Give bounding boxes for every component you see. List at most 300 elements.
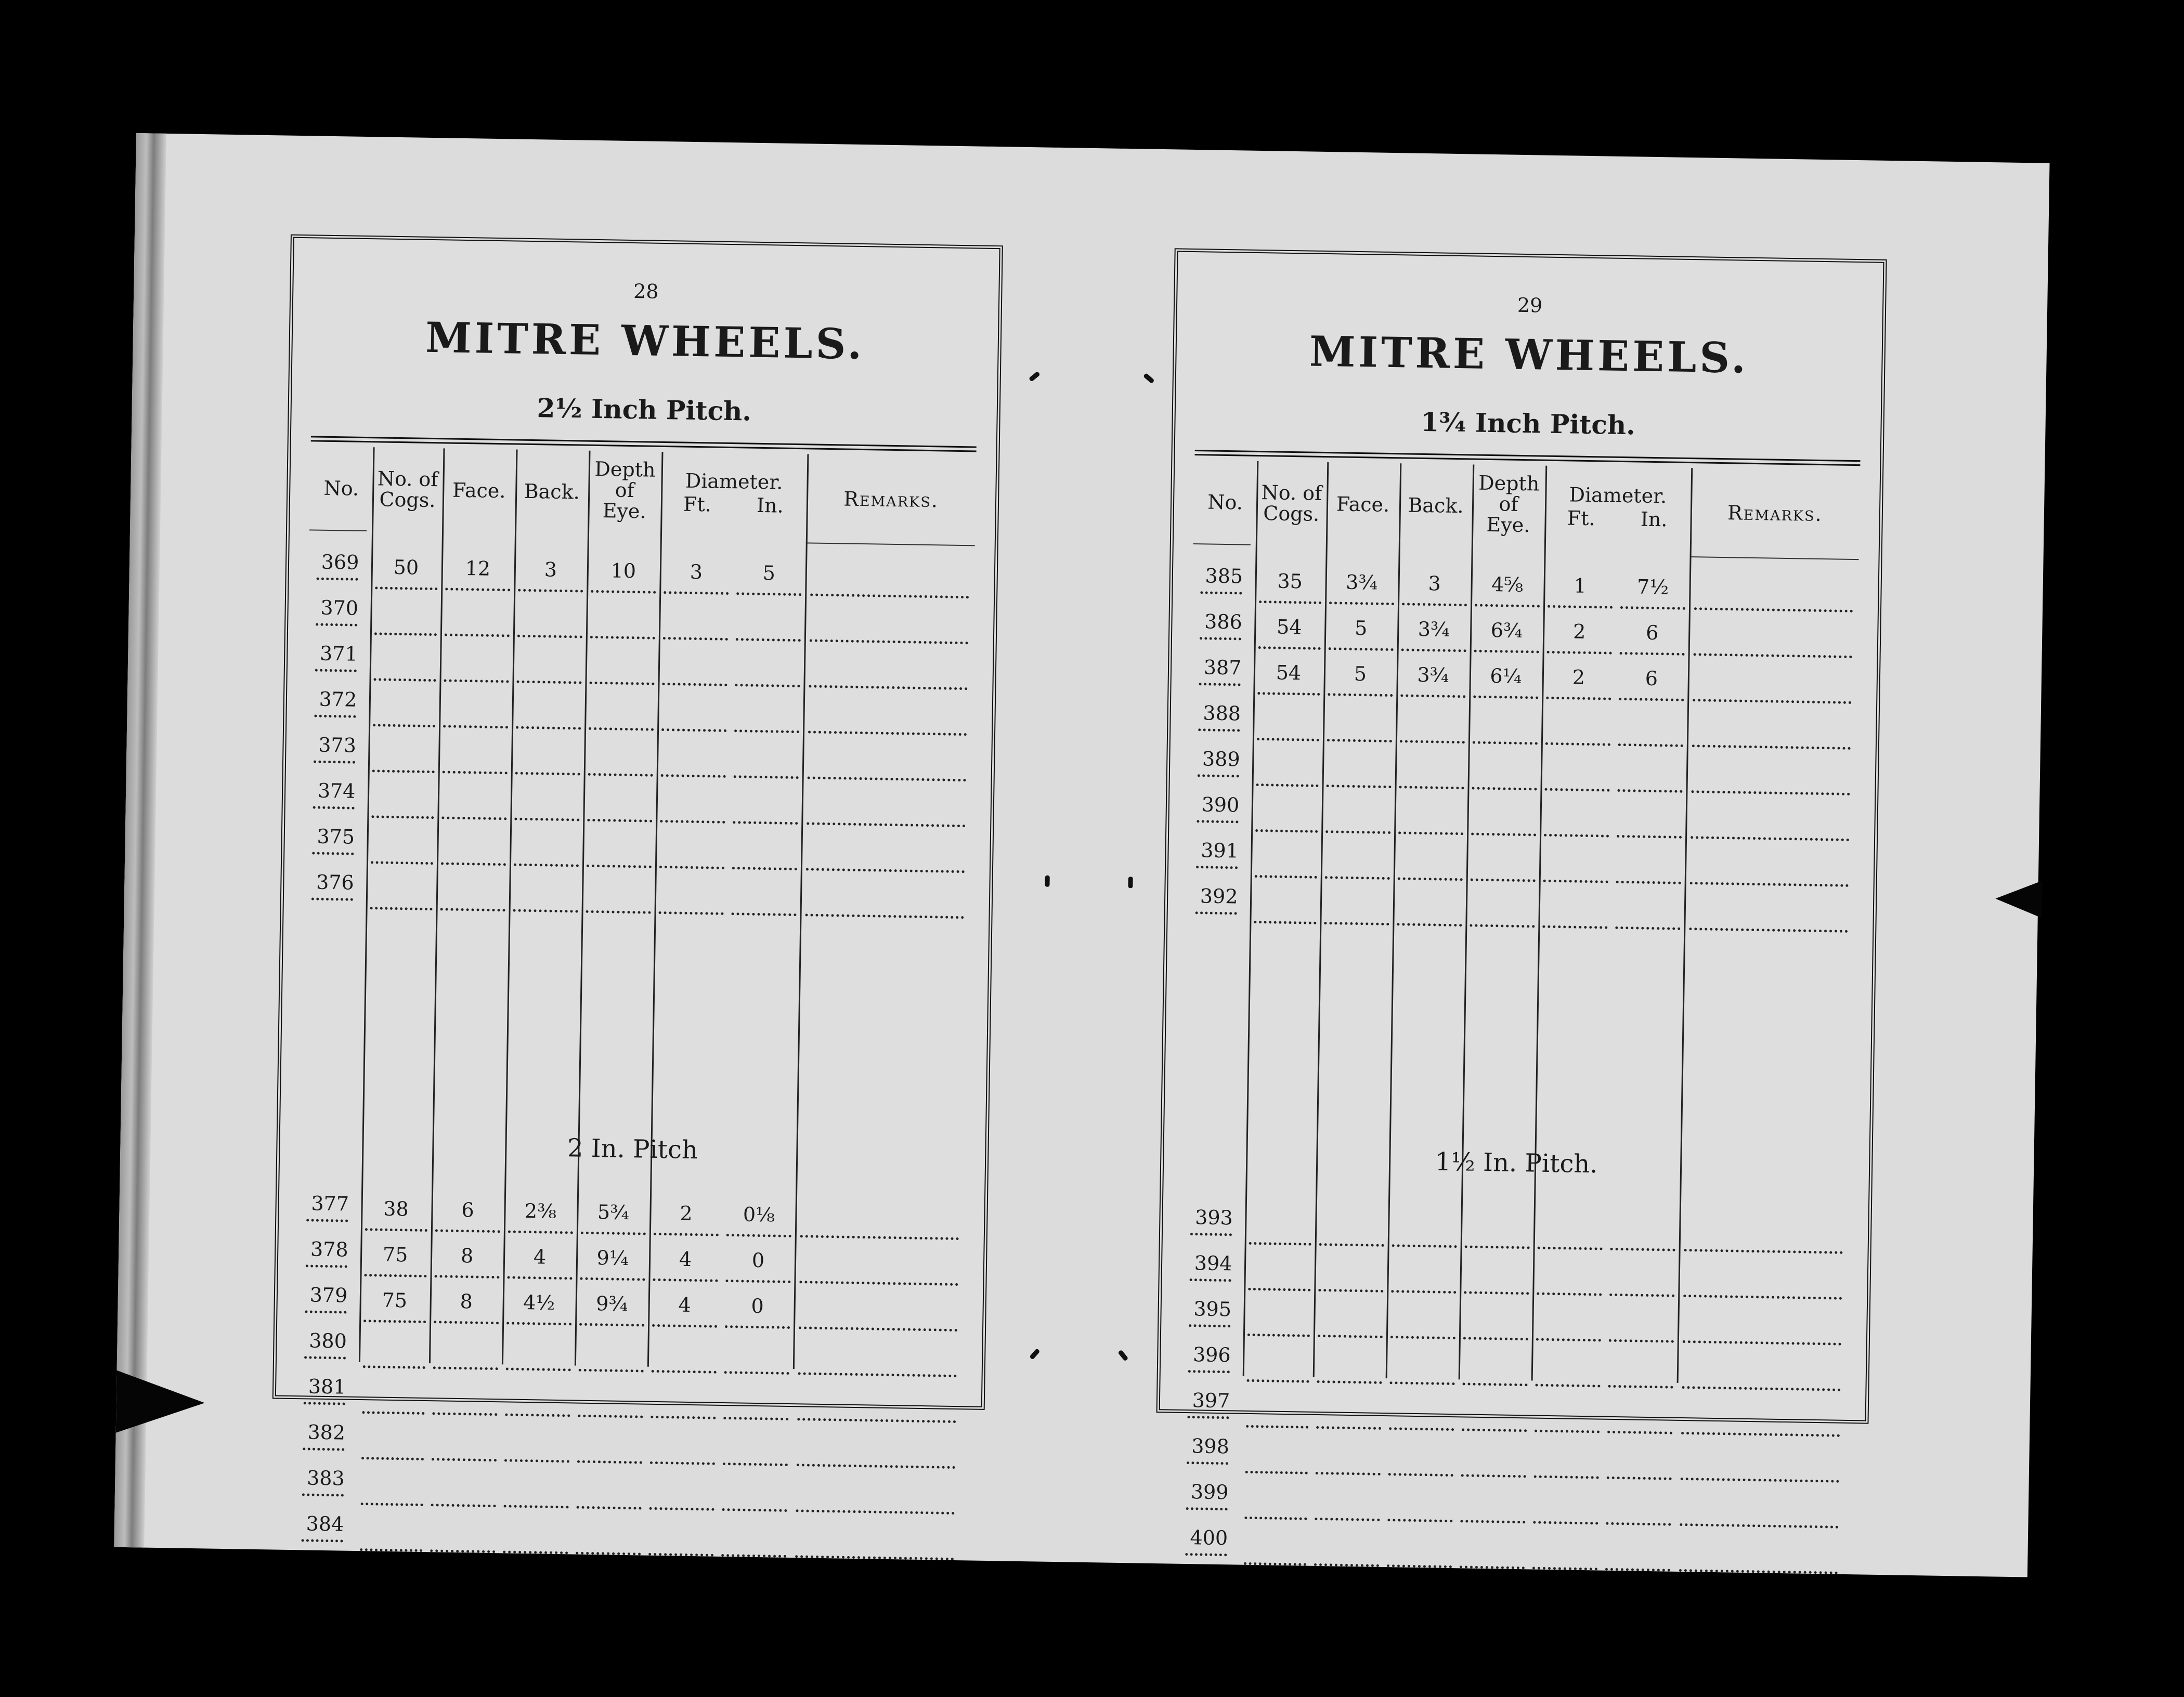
row-leader <box>505 1413 570 1417</box>
row-leader <box>652 1324 717 1328</box>
cell-face <box>1331 753 1388 754</box>
row-leader <box>311 897 353 900</box>
row-number: 394 <box>1194 1251 1232 1275</box>
row-leader <box>1189 1324 1230 1327</box>
row-leader <box>503 1550 568 1554</box>
header-diameter <box>1545 484 1691 507</box>
column-divider <box>1531 466 1548 1381</box>
cell-face <box>1322 1258 1380 1259</box>
row-leader <box>1471 832 1536 836</box>
cell-ft <box>1540 1307 1597 1308</box>
row-leader <box>1465 1245 1530 1249</box>
cell-face <box>436 1381 493 1382</box>
cell-cogs <box>1246 1531 1304 1532</box>
header-depth <box>1472 472 1545 536</box>
cell-cogs <box>364 1426 421 1427</box>
row-leader <box>579 1369 644 1373</box>
header-cogs <box>1256 482 1327 525</box>
row-leader <box>664 591 729 595</box>
row-leader <box>434 1321 499 1324</box>
cell-ft <box>655 1385 712 1386</box>
binder-clip-right <box>1995 880 2043 918</box>
row-leader <box>1681 1432 1840 1437</box>
cell-ft <box>1541 1261 1598 1262</box>
row-leader <box>659 866 724 869</box>
row-leader <box>1542 925 1607 929</box>
row-leader <box>314 715 356 718</box>
cell-face: 8 <box>460 1290 473 1313</box>
cell-face <box>1328 891 1385 892</box>
row-number: 395 <box>1193 1297 1232 1321</box>
row-number: 398 <box>1191 1434 1230 1458</box>
header-cogs-text: Cogs. <box>379 488 436 512</box>
header-underline <box>806 542 975 546</box>
row-leader <box>800 1235 959 1240</box>
cell-cogs: 75 <box>382 1288 408 1312</box>
cell-depth <box>582 1383 639 1385</box>
row-leader <box>1259 601 1321 604</box>
cell-cogs <box>377 601 434 602</box>
column-divider <box>1243 461 1259 1376</box>
scan-mark <box>1117 1350 1128 1362</box>
cell-face <box>1323 1212 1381 1213</box>
row-leader <box>1190 1233 1232 1236</box>
cell-ft <box>666 697 723 698</box>
row-leader <box>508 1230 573 1234</box>
row-leader <box>1680 1523 1838 1529</box>
row-leader <box>663 637 728 641</box>
sub-pitch-heading: 1½ In. Pitch. <box>1435 1147 1598 1179</box>
row-leader <box>1535 1430 1600 1433</box>
row-leader <box>1544 834 1609 838</box>
row-leader <box>725 1280 790 1283</box>
cell-face: 5 <box>1354 662 1367 686</box>
cell-depth: 6¼ <box>1490 664 1522 688</box>
row-leader <box>651 1416 716 1419</box>
row-leader <box>1387 1564 1452 1568</box>
row-leader <box>581 1232 646 1235</box>
cell-in <box>1611 1400 1669 1401</box>
page-title: MITRE WHEELS. <box>1309 327 1749 383</box>
row-leader <box>652 1370 717 1374</box>
row-leader <box>722 1508 787 1512</box>
cell-depth: 9¾ <box>595 1292 628 1316</box>
row-leader <box>653 1278 718 1282</box>
cell-in <box>738 698 796 699</box>
cell-back <box>1404 709 1461 710</box>
row-leader <box>649 1507 714 1511</box>
header-depth-text: Depth <box>1478 471 1540 495</box>
row-leader <box>1533 1521 1598 1525</box>
cell-face <box>446 786 503 787</box>
row-leader <box>1245 1471 1308 1474</box>
cell-back: 2⅜ <box>524 1199 557 1223</box>
cell-depth: 5¾ <box>597 1200 630 1224</box>
cell-ft: 2 <box>1572 665 1585 689</box>
row-leader <box>1391 1290 1456 1294</box>
row-leader <box>1532 1567 1597 1571</box>
row-leader <box>1256 784 1319 787</box>
header-remarks <box>807 488 976 511</box>
cell-ft <box>667 606 724 607</box>
cell-in: 0 <box>751 1248 765 1272</box>
header-no <box>1194 491 1257 513</box>
cell-depth <box>593 650 651 651</box>
cell-depth <box>1469 1215 1526 1216</box>
column-divider <box>793 454 809 1369</box>
row-leader <box>1247 1379 1309 1383</box>
row-number: 381 <box>308 1375 346 1399</box>
row-leader <box>1187 1461 1228 1465</box>
header-no <box>310 477 373 499</box>
page-number: 29 <box>1517 293 1543 317</box>
cell-in <box>736 881 793 882</box>
cell-in: 5 <box>762 562 776 585</box>
cell-cogs <box>1257 844 1315 845</box>
row-leader <box>1543 880 1608 883</box>
cell-ft: 4 <box>679 1247 692 1271</box>
row-leader <box>736 592 801 596</box>
cell-back <box>519 741 577 742</box>
cell-in <box>1611 1445 1668 1446</box>
cell-back <box>508 1474 565 1475</box>
cell-face <box>1318 1532 1375 1533</box>
row-leader <box>1390 1381 1455 1385</box>
row-leader <box>1471 878 1536 882</box>
cell-ft <box>1546 894 1604 895</box>
row-number: 373 <box>318 733 357 757</box>
header-face <box>443 479 516 501</box>
row-number: 369 <box>321 550 359 574</box>
row-leader <box>1683 1295 1842 1300</box>
row-leader <box>1608 1385 1673 1389</box>
row-number: 383 <box>306 1466 345 1490</box>
right-page <box>1156 248 1887 1550</box>
row-leader <box>1318 1289 1383 1293</box>
row-leader <box>588 773 653 777</box>
row-leader <box>445 588 510 591</box>
cell-depth <box>590 879 647 880</box>
cell-back <box>517 878 575 879</box>
scan-mark <box>1029 371 1041 382</box>
row-leader <box>1199 683 1241 686</box>
cell-in <box>1615 1217 1672 1218</box>
row-leader <box>1473 741 1538 745</box>
cell-ft <box>665 743 722 744</box>
cell-depth <box>1467 1351 1524 1352</box>
cell-in <box>1622 712 1680 713</box>
scan-mark <box>1045 876 1049 887</box>
cell-back <box>518 832 575 833</box>
row-leader <box>587 865 652 868</box>
header-ft: Ft. <box>683 492 712 516</box>
row-leader <box>577 1506 642 1510</box>
row-leader <box>1464 1291 1529 1295</box>
row-leader <box>444 679 509 683</box>
row-leader <box>1398 831 1463 835</box>
header-back <box>515 481 589 503</box>
cell-cogs <box>373 830 431 831</box>
row-leader <box>587 819 652 823</box>
cell-face: 6 <box>461 1198 474 1222</box>
cell-back: 4 <box>533 1245 547 1269</box>
row-leader <box>316 623 357 626</box>
row-leader <box>365 1228 427 1232</box>
row-leader <box>301 1539 343 1542</box>
row-leader <box>1315 1518 1380 1521</box>
cell-depth <box>583 1338 640 1339</box>
cell-depth <box>581 1475 638 1476</box>
row-leader <box>578 1415 643 1418</box>
cell-ft <box>654 1476 711 1477</box>
cell-face <box>447 740 504 741</box>
cell-in: 6 <box>1645 667 1658 690</box>
row-leader <box>507 1276 572 1280</box>
row-leader <box>304 1356 346 1359</box>
cell-depth <box>1464 1489 1522 1490</box>
row-leader <box>1474 650 1539 654</box>
row-leader <box>514 864 579 867</box>
row-leader <box>1545 742 1610 746</box>
cell-cogs <box>1259 707 1317 708</box>
row-leader <box>723 1463 788 1466</box>
cell-face <box>447 694 504 695</box>
row-leader <box>1185 1553 1227 1556</box>
binder-clip-left <box>116 1370 205 1434</box>
row-leader <box>1244 1517 1307 1520</box>
row-leader <box>1683 1340 1841 1346</box>
cell-back <box>1394 1350 1451 1351</box>
cell-in <box>1620 850 1678 851</box>
row-number: 371 <box>319 642 358 665</box>
cell-in <box>727 1431 784 1432</box>
header-back-text: Back. <box>524 479 580 504</box>
row-leader <box>1461 1474 1526 1478</box>
row-number: 400 <box>1190 1526 1228 1550</box>
cell-face <box>448 648 505 649</box>
cell-back <box>1391 1533 1448 1534</box>
row-leader <box>1255 829 1318 833</box>
row-leader <box>360 1548 422 1552</box>
cell-ft <box>1549 757 1606 758</box>
cell-ft <box>1542 1216 1599 1217</box>
cell-in <box>740 607 797 608</box>
row-leader <box>430 1549 495 1553</box>
row-leader <box>433 1366 498 1370</box>
cell-back <box>509 1428 566 1429</box>
cell-face <box>1321 1349 1379 1350</box>
row-leader <box>725 1325 790 1329</box>
row-leader <box>1607 1477 1672 1480</box>
header-depth <box>588 459 661 522</box>
scan-mark <box>1029 1348 1040 1360</box>
row-leader <box>371 861 433 865</box>
row-leader <box>374 632 437 636</box>
row-leader <box>516 726 581 730</box>
row-leader <box>1200 591 1242 594</box>
cell-depth <box>592 742 649 743</box>
cell-in <box>725 1523 783 1524</box>
cell-depth <box>593 696 650 697</box>
row-leader <box>514 818 579 821</box>
cell-in <box>736 836 794 837</box>
cell-back: 4½ <box>523 1290 555 1314</box>
row-leader <box>1319 1243 1384 1247</box>
row-leader <box>1197 820 1238 823</box>
row-leader <box>1473 696 1538 699</box>
row-leader <box>1619 698 1684 701</box>
row-leader <box>1460 1520 1525 1523</box>
cell-in <box>729 1340 786 1341</box>
cell-face <box>434 1518 491 1519</box>
cell-ft <box>1548 848 1605 850</box>
cell-cogs: 54 <box>1276 661 1302 685</box>
row-leader <box>441 862 506 866</box>
cell-ft: 1 <box>1574 574 1587 597</box>
cell-face <box>449 603 506 604</box>
row-leader <box>1198 774 1239 777</box>
row-number: 384 <box>306 1512 344 1536</box>
cell-in: 7½ <box>1636 575 1669 599</box>
row-number: 382 <box>307 1420 346 1444</box>
row-leader <box>1190 1278 1231 1282</box>
cell-cogs <box>1248 1440 1305 1441</box>
row-leader <box>1618 743 1683 747</box>
row-leader <box>432 1412 497 1416</box>
row-leader <box>434 1275 499 1278</box>
page-title: MITRE WHEELS. <box>425 312 866 369</box>
cell-ft <box>653 1522 710 1523</box>
row-leader <box>304 1402 345 1405</box>
cell-in <box>727 1386 785 1387</box>
book-spine <box>114 133 166 1548</box>
row-leader <box>1399 786 1464 789</box>
row-leader <box>515 772 580 776</box>
cell-depth <box>591 788 648 789</box>
row-leader <box>1196 866 1238 869</box>
row-leader <box>1402 603 1467 606</box>
row-leader <box>306 1264 347 1268</box>
cell-back <box>507 1520 564 1521</box>
cell-back <box>1403 754 1461 755</box>
column-divider <box>1459 464 1475 1379</box>
cell-face <box>1320 1395 1377 1396</box>
row-leader <box>732 912 797 916</box>
cell-cogs <box>1256 890 1314 891</box>
cell-in: 6 <box>1645 621 1659 645</box>
row-leader <box>589 727 654 731</box>
row-number: 399 <box>1190 1480 1229 1504</box>
row-leader <box>661 728 726 732</box>
cell-back: 3¾ <box>1417 663 1449 687</box>
row-leader <box>1470 924 1535 928</box>
cell-face <box>1320 1441 1377 1442</box>
column-divider <box>1313 462 1329 1377</box>
row-leader <box>443 725 508 728</box>
row-number: 397 <box>1192 1389 1230 1413</box>
header-underline <box>1193 543 1251 545</box>
row-leader <box>362 1411 424 1415</box>
row-leader <box>1257 692 1320 696</box>
cell-depth <box>1467 1306 1525 1307</box>
row-leader <box>1317 1380 1382 1384</box>
row-leader <box>1389 1427 1454 1431</box>
row-leader <box>1258 646 1321 650</box>
header-cogs-text: Cogs. <box>1263 502 1320 526</box>
cell-ft <box>666 651 723 652</box>
cell-in: 0⅛ <box>743 1203 775 1226</box>
cell-in <box>1609 1537 1667 1538</box>
row-number: 393 <box>1194 1206 1233 1230</box>
row-leader <box>504 1459 569 1463</box>
cell-face <box>1322 1303 1379 1304</box>
row-leader <box>375 586 437 590</box>
row-number: 385 <box>1205 564 1243 588</box>
cell-ft <box>1539 1353 1596 1354</box>
row-leader <box>726 1234 791 1237</box>
row-leader <box>1329 602 1394 605</box>
row-leader <box>1475 604 1540 608</box>
header-no-text: No. <box>1207 490 1243 514</box>
cell-back <box>1396 1213 1453 1214</box>
row-leader <box>306 1219 348 1222</box>
cell-ft <box>654 1430 711 1431</box>
row-leader <box>806 868 965 873</box>
header-face <box>1327 493 1400 515</box>
row-leader <box>805 913 964 919</box>
book-spread <box>114 133 2049 1577</box>
cell-depth <box>1477 710 1534 711</box>
row-leader <box>1462 1382 1527 1386</box>
cell-cogs <box>366 1334 423 1335</box>
row-leader <box>661 774 726 778</box>
cell-cogs <box>374 784 431 785</box>
row-leader <box>1316 1472 1381 1476</box>
cell-cogs <box>362 1517 420 1518</box>
header-depth-text: Depth <box>594 457 656 481</box>
row-leader <box>443 771 508 774</box>
row-leader <box>506 1367 571 1371</box>
cell-depth <box>1476 756 1533 757</box>
row-leader <box>650 1461 715 1465</box>
header-diameter-text: Diameter. <box>685 469 783 494</box>
row-leader <box>365 1274 427 1277</box>
row-leader <box>1247 1334 1310 1337</box>
row-leader <box>797 1464 955 1469</box>
header-depth-text: Eye. <box>1486 513 1530 537</box>
cell-cogs <box>375 693 433 694</box>
row-leader <box>1610 1248 1675 1251</box>
row-leader <box>1694 653 1852 658</box>
header-underline <box>309 529 367 531</box>
pitch-heading: 2½ Inch Pitch. <box>537 393 752 427</box>
row-leader <box>1534 1476 1599 1479</box>
row-leader <box>798 1372 957 1377</box>
row-leader <box>660 820 725 824</box>
row-leader <box>1536 1338 1601 1342</box>
row-leader <box>1328 693 1393 697</box>
row-leader <box>590 636 655 639</box>
cell-face: 12 <box>465 557 491 580</box>
row-leader <box>1397 923 1462 926</box>
row-leader <box>723 1417 788 1420</box>
header-underline <box>1690 556 1859 560</box>
cell-in: 0 <box>751 1294 764 1318</box>
row-leader <box>799 1281 958 1286</box>
row-leader <box>732 867 797 870</box>
row-leader <box>371 815 434 819</box>
cell-cogs: 75 <box>382 1243 408 1267</box>
